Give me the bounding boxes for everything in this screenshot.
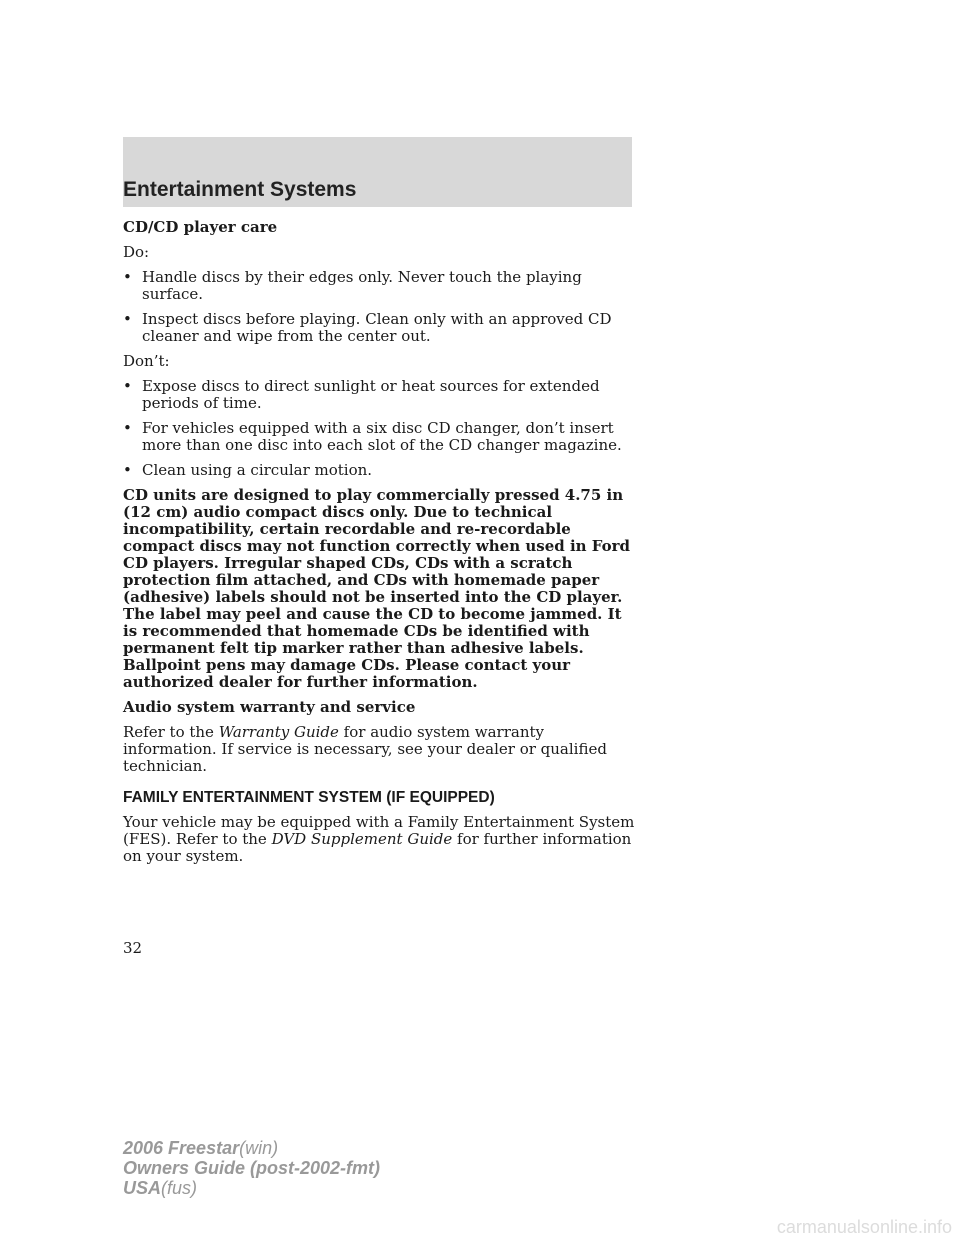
- site-watermark: carmanualsonline.info: [776, 1217, 952, 1237]
- list-item: [123, 462, 638, 479]
- list-item-text: Inspect discs before playing. Clean only with an approved CD cleaner and wipe from the center out.: [142, 310, 612, 345]
- list-item-text: Clean using a circular motion.: [142, 461, 373, 479]
- list-item-text: For vehicles equipped with a six disc CD changer, don’t insert more than one disc into each slot of the CD changer magazine.: [142, 419, 622, 454]
- fes-text-post: for further information on your system.: [123, 830, 632, 865]
- cd-notice-paragraph: CD units are designed to play commercially pressed 4.75 in (12 cm) audio compact discs only. Due to technical incompatibility, certain recordable and re-recordable compact discs may not function correctly when used in Ford CD players. Irregular shaped CDs, CDs with a scratch protection film attached, and CDs with homemade paper (adhesive) labels should not be inserted into the CD player. The label may peel and cause the CD to become jammed. It is recommended that homemade CDs be identified with permanent felt tip marker rather than adhesive labels. Ballpoint pens may damage CDs. Please contact your authorized dealer for further information.: [123, 486, 631, 691]
- footer-market: USA: [123, 1178, 162, 1198]
- fes-heading: FAMILY ENTERTAINMENT SYSTEM (IF EQUIPPED): [123, 789, 495, 806]
- page-number: 32: [123, 939, 143, 957]
- dvd-guide-reference: DVD Supplement Guide: [271, 830, 453, 848]
- dont-label: Don’t:: [123, 352, 170, 370]
- bullet-icon: •: [123, 268, 132, 286]
- list-item: [123, 378, 638, 412]
- fes-paragraph: [123, 814, 638, 865]
- bullet-icon: •: [123, 461, 132, 479]
- list-item-text: Handle discs by their edges only. Never touch the playing surface.: [142, 268, 582, 303]
- warranty-text-post: for audio system warranty information. If service is necessary, see your dealer or qualified technician.: [123, 723, 607, 775]
- list-item: [123, 420, 638, 454]
- warranty-guide-reference: Warranty Guide: [218, 723, 339, 741]
- document-footer: [123, 1138, 380, 1198]
- bullet-icon: •: [123, 419, 132, 437]
- footer-market-code: (fus): [161, 1178, 198, 1198]
- list-item: [123, 269, 638, 303]
- footer-guide-format: Owners Guide (post-2002-fmt): [123, 1158, 381, 1178]
- footer-line-market: [123, 1178, 380, 1198]
- warranty-heading: Audio system warranty and service: [123, 698, 416, 716]
- footer-model-code: (win): [239, 1138, 279, 1158]
- bullet-icon: •: [123, 377, 132, 395]
- list-item: [123, 311, 638, 345]
- bullet-icon: •: [123, 310, 132, 328]
- section-header-band: [123, 137, 632, 207]
- cd-care-heading: CD/CD player care: [123, 218, 278, 236]
- footer-model: 2006 Freestar: [123, 1138, 240, 1158]
- do-label: Do:: [123, 243, 150, 261]
- page-content: [123, 219, 638, 873]
- warranty-paragraph: [123, 724, 638, 775]
- list-item-text: Expose discs to direct sunlight or heat sources for extended periods of time.: [142, 377, 600, 412]
- section-title: Entertainment Systems: [123, 178, 357, 201]
- footer-line-model: [123, 1138, 380, 1158]
- fes-text-pre: Your vehicle may be equipped with a Family Entertainment System (FES). Refer to the: [123, 813, 635, 848]
- warranty-text-pre: Refer to the: [123, 723, 219, 741]
